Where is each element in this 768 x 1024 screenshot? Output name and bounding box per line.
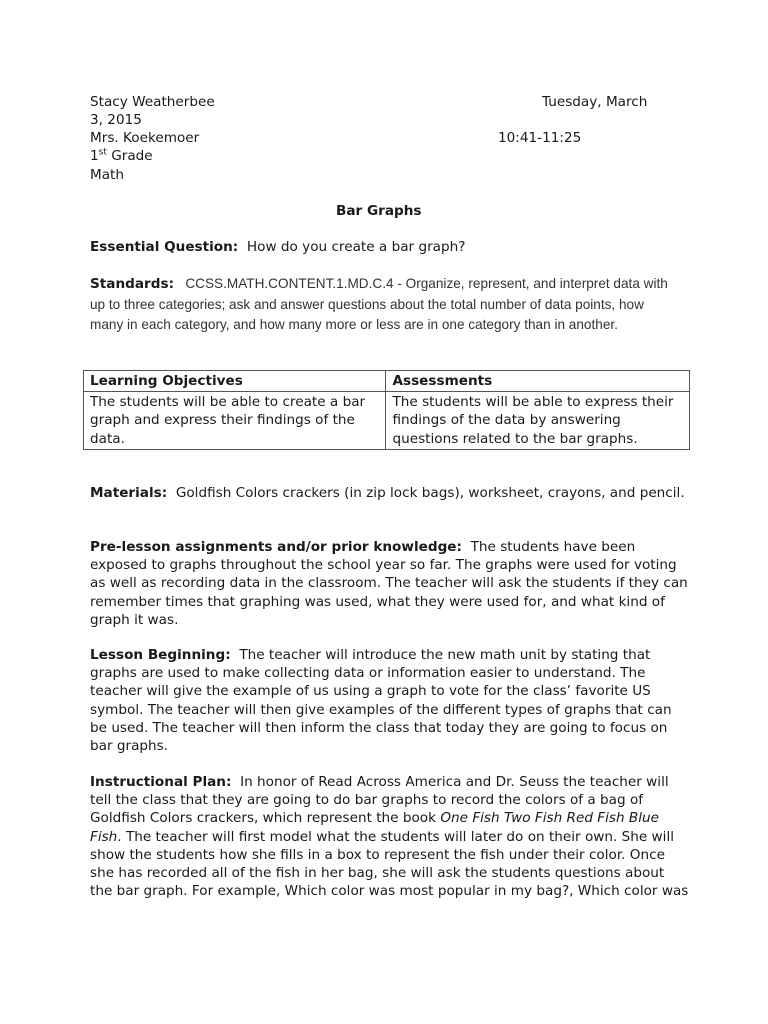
grade-word: Grade: [106, 148, 153, 164]
assessments-cell: The students will be able to express their findings of the data by answering questions related to the bar graphs.: [386, 392, 690, 450]
lesson-beginning-text: The teacher will introduce the new math unit by stating that graphs are used to make collecting data or information easier to understand. The teacher will give the example of us using a graph to vote for the class’ favorite US symbol. The teacher will then give examples of the different types of graphs that can be used. The teacher will then inform the class that today they are going to focus on bar graphs.: [90, 647, 672, 755]
standards: [90, 274, 670, 334]
standards-label: Standards:: [90, 276, 175, 292]
lesson-date: Tuesday, March: [542, 94, 648, 110]
mentor-teacher: Mrs. Koekemoer: [90, 130, 200, 146]
objectives-table: [83, 370, 690, 450]
essential-question: [90, 238, 690, 256]
grade-ordinal: st: [98, 147, 107, 158]
prelesson: [90, 538, 690, 629]
prelesson-text: The students have been exposed to graphs throughout the school year so far. The graphs were used for voting as well as recording data in the classroom. The teacher will ask the students if they can remember times that graphing was used, what they were used for, and what kind of graph it was.: [90, 539, 688, 628]
book-title: One Fish Two Fish Red Fish Blue Fish: [90, 810, 659, 845]
lesson-beginning: [90, 646, 690, 755]
lesson-date-continued: 3, 2015: [90, 112, 142, 128]
instructional-plan: [90, 773, 690, 900]
instructional-plan-text: In honor of Read Across America and Dr. Seuss the teacher will tell the class that they are going to do bar graphs to record the colors of a bag of Goldfish Colors crackers, which represent the book: [90, 774, 669, 827]
materials-label: Materials:: [90, 485, 168, 501]
instructional-plan-text-continued: . The teacher will first model what the students will later do on their own. She will show the students how she fills in a box to represent the fish under their color. Once she has recorded all of the fish in her bag, she will ask the students questions about the bar graph. For example, Which color was most popular in my bag?, Which color was: [90, 828, 689, 900]
essential-question-text: How do you create a bar graph?: [246, 239, 466, 255]
table-row: [84, 392, 690, 450]
page-title: Bar Graphs: [336, 203, 422, 219]
standards-text: CCSS.MATH.CONTENT.1.MD.C.4 - Organize, represent, and interpret data with up to three categories; ask and answer questions about the total number of data points, how many in each category, and how many more or less are in one category than in another.: [90, 276, 668, 332]
teacher-name: Stacy Weatherbee: [90, 94, 215, 110]
subject: Math: [90, 167, 125, 183]
essential-question-label: Essential Question:: [90, 239, 239, 255]
instructional-plan-label: Instructional Plan:: [90, 774, 232, 790]
learning-objectives-cell: The students will be able to create a bar graph and express their findings of the data.: [84, 392, 386, 450]
prelesson-label: Pre-lesson assignments and/or prior knowledge:: [90, 539, 462, 555]
grade-level: [90, 147, 153, 165]
assessments-header: Assessments: [386, 371, 690, 392]
lesson-time: 10:41-11:25: [498, 130, 582, 146]
table-header-row: [84, 371, 690, 392]
learning-objectives-header: Learning Objectives: [84, 371, 386, 392]
lesson-beginning-label: Lesson Beginning:: [90, 647, 231, 663]
materials: [90, 484, 690, 502]
grade-number: 1: [90, 148, 99, 164]
materials-text: Goldfish Colors crackers (in zip lock bags), worksheet, crayons, and pencil.: [175, 485, 685, 501]
